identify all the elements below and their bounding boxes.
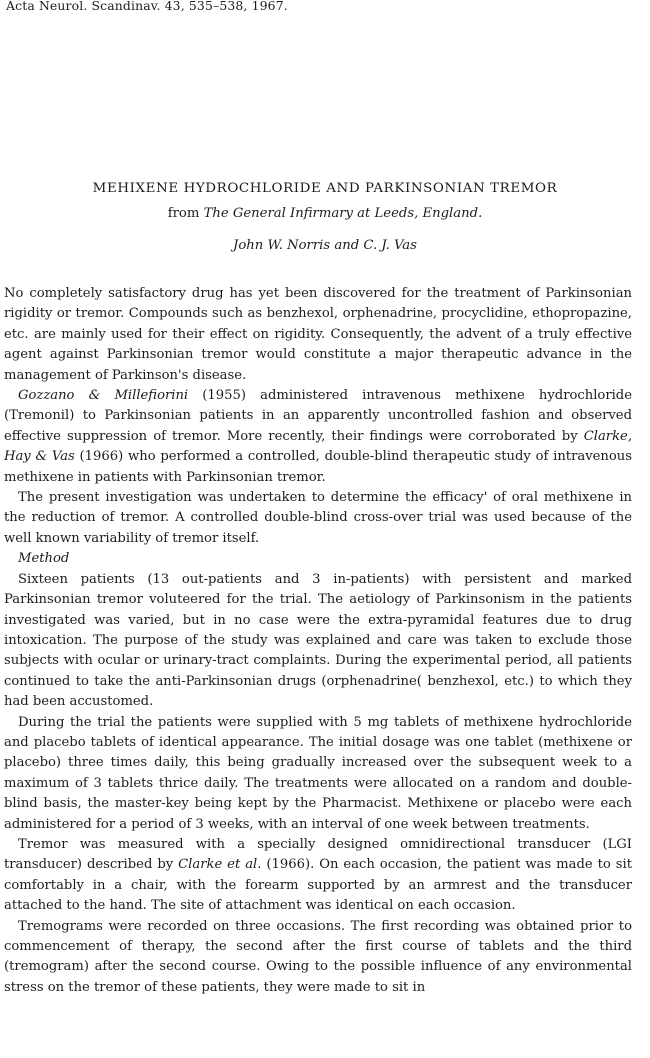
paragraph-patients: Sixteen patients (13 out-patients and 3 in-patients) with persistent and marked Parkinsonian tremor voluteered for the trial. The aetiology of Parkinsonism in the patients investigated was varied, but in no case were the extra-pyramidal features due to drug intoxication. The purpose of the study was explained and care was taken to exclude those subjects with ocular or urinary-tract complaints. During the experimental period, all patients continued to take the anti-Parkinsonian drugs (orphenadrine( benzhexol, etc.) to which they had been accustomed.	[4, 571, 632, 710]
paragraph-prior-work-text-a: (1955) administered intravenous methixene hydrochloride (Tremonil) to Parkinsonian patients in an apparently uncontrolled fashion and observed effective suppression of tremor. More recently, their findings were corroborated by	[4, 388, 632, 444]
paragraph-prior-work	[4, 386, 632, 488]
article-body	[4, 284, 632, 998]
section-heading-method: Method	[18, 551, 70, 567]
paragraph-aim: The present investigation was undertaken to determine the efficacy' of oral methixene in the reduction of tremor. A controlled double-blind cross-over trial was used because of the well known variability of tremor itself.	[4, 490, 632, 546]
affiliation-prefix: from	[167, 206, 200, 221]
running-head: Acta Neurol. Scandinav. 43, 535–538, 1967.	[6, 0, 288, 13]
affiliation	[0, 205, 650, 223]
paragraph-dosage: During the trial the patients were supplied with 5 mg tablets of methixene hydrochloride and placebo tablets of identical appearance. The initial dosage was one tablet (methixene or placebo) three times daily, this being gradually increased over the subsequent week to a maximum of 3 tablets thrice daily. The treatments were allocated on a random and double-blind basis, the master-key being kept by the Pharmacist. Methixene or placebo were each administered for a period of 3 weeks, with an interval of one week between treatments.	[4, 714, 632, 832]
citation-clarke-hay-vas: Clarke, Hay & Vas	[4, 428, 632, 465]
paragraph-tremograms: Tremograms were recorded on three occasions. The first recording was obtained prior to commencement of therapy, the second after the first course of tablets and the third (tremogram) after the second course. Owing to the possible influence of any environmental stress on the tremor of these patients, they were made to sit in	[4, 918, 632, 995]
citation-gozzano: Gozzano & Millefiorini	[18, 388, 189, 404]
authors: John W. Norris and C. J. Vas	[233, 238, 417, 253]
citation-clarke-et-al: Clarke et al.	[178, 857, 262, 873]
affiliation-institution: The General Infirmary at Leeds, England.	[203, 206, 483, 221]
paragraph-measurement-text-a: Tremor was measured with a specially designed omnidirectional transducer (LGI transducer) described by	[4, 836, 632, 873]
article-title: MEHIXENE HYDROCHLORIDE AND PARKINSONIAN TREMOR	[92, 181, 558, 196]
paragraph-measurement-text-b: (1966). On each occasion, the patient was made to sit comfortably in a chair, with the forearm supported by an armrest and the transducer attached to the hand. The site of attachment was identical on each occasion.	[4, 857, 632, 914]
paragraph-intro: No completely satisfactory drug has yet been discovered for the treatment of Parkinsonian rigidity or tremor. Compounds such as benzhexol, orphenadrine, procyclidine, ethopropazine, etc. are mainly used for their effect on rigidity. Consequently, the advent of a truly effective agent against Parkinsonian tremor would constitute a major therapeutic advance in the management of Parkinson's disease.	[4, 286, 632, 383]
paragraph-prior-work-text-b: (1966) who performed a controlled, double-blind therapeutic study of intravenous methixene in patients with Parkinsonian tremor.	[4, 449, 632, 485]
paragraph-measurement	[4, 835, 632, 917]
